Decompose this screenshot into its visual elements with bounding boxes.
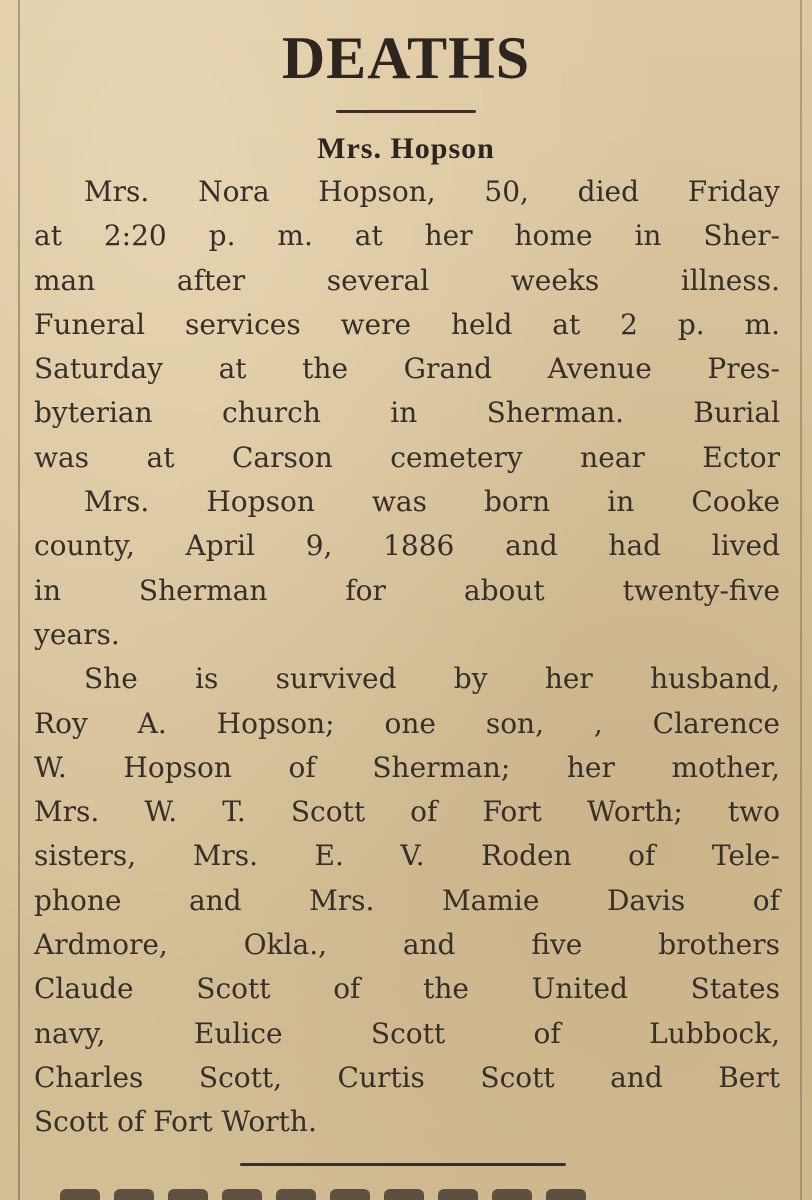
end-divider	[240, 1163, 566, 1166]
article-line: years.	[34, 617, 120, 651]
article-line: Mrs. W. T. Scott of Fort Worth; two	[34, 795, 780, 829]
article-line: Scott of Fort Worth.	[34, 1105, 317, 1139]
article-line: Claude Scott of the United States	[34, 972, 780, 1006]
section-title: DEATHS	[281, 25, 531, 91]
obituary-body	[34, 170, 780, 1145]
article-line: Mrs. Hopson was born in Cooke	[84, 485, 780, 519]
article-line: phone and Mrs. Mamie Davis of	[34, 883, 780, 917]
article-line: She is survived by her husband,	[84, 662, 780, 696]
article-line: W. Hopson of Sherman; her mother,	[34, 750, 780, 784]
column-rule-left	[18, 0, 20, 1200]
article-line: was at Carson cemetery near Ector	[34, 440, 780, 474]
article-line: sisters, Mrs. E. V. Roden of Tele-	[34, 839, 780, 873]
article-line: at 2:20 p. m. at her home in Sher-	[34, 219, 780, 253]
article-line: Ardmore, Okla., and five brothers	[34, 928, 780, 962]
column-rule-right	[800, 0, 802, 1200]
obituary-headline: Mrs. Hopson	[317, 132, 495, 165]
article-line: Charles Scott, Curtis Scott and Bert	[34, 1060, 780, 1094]
article-line: Mrs. Nora Hopson, 50, died Friday	[84, 175, 780, 208]
article-line: county, April 9, 1886 and had lived	[34, 529, 780, 563]
article-line: navy, Eulice Scott of Lubbock,	[34, 1016, 780, 1050]
article-line: Funeral services were held at 2 p. m.	[34, 307, 780, 341]
article-line: man after several weeks illness.	[34, 263, 780, 297]
article-line: byterian church in Sherman. Burial	[34, 396, 780, 430]
cropped-next-line	[60, 1188, 620, 1200]
title-divider	[336, 110, 476, 113]
article-line: in Sherman for about twenty-five	[34, 573, 780, 607]
article-line: Saturday at the Grand Avenue Pres-	[34, 352, 780, 386]
article-line: Roy A. Hopson; one son, , Clarence	[34, 706, 780, 740]
